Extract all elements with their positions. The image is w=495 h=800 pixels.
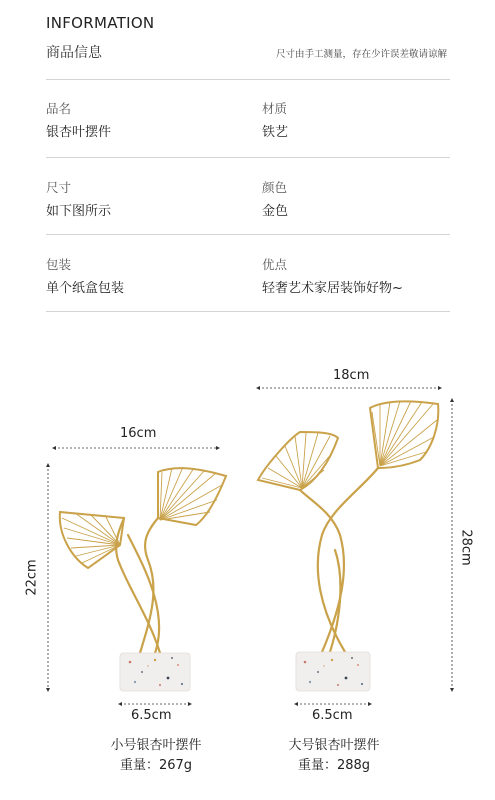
small-ginkgo-ornament (60, 468, 226, 653)
small-base-label: 6.5cm (131, 708, 172, 723)
large-ginkgo-ornament (258, 401, 438, 652)
small-product-weight: 重量：267g (119, 758, 193, 773)
large-terrazzo-base (296, 652, 370, 691)
size-value: 如下图所示 (46, 204, 112, 219)
divider (46, 311, 450, 312)
large-product-name: 大号银杏叶摆件 (288, 738, 380, 753)
small-product-name: 小号银杏叶摆件 (110, 738, 202, 753)
feature-label: 优点 (262, 257, 288, 272)
large-width-label: 18cm (333, 368, 370, 383)
large-height-label: 28cm (458, 529, 474, 566)
package-label: 包装 (46, 257, 72, 272)
info-title-cn: 商品信息 (46, 45, 102, 61)
color-value: 金色 (262, 204, 289, 219)
large-leaf-veins (262, 401, 437, 488)
divider (46, 79, 450, 80)
small-height-label: 22cm (24, 559, 40, 596)
measurement-note: 尺寸由手工测量，存在少许误差敬请谅解 (275, 49, 447, 60)
color-label: 颜色 (262, 180, 288, 195)
name-value: 银杏叶摆件 (46, 125, 112, 140)
large-product-weight: 重量：288g (297, 758, 371, 773)
name-label: 品名 (46, 101, 72, 116)
feature-value: 轻奢艺术家居装饰好物~ (262, 281, 403, 296)
size-label: 尺寸 (46, 180, 72, 195)
material-value: 铁艺 (262, 125, 289, 140)
small-width-label: 16cm (120, 426, 157, 441)
divider (46, 157, 450, 158)
info-title-en: INFORMATION (46, 14, 155, 32)
package-value: 单个纸盒包装 (46, 281, 125, 296)
product-illustration (0, 320, 495, 720)
material-label: 材质 (262, 101, 288, 116)
large-base-label: 6.5cm (312, 708, 353, 723)
small-terrazzo-base (120, 653, 190, 691)
divider (46, 234, 450, 235)
